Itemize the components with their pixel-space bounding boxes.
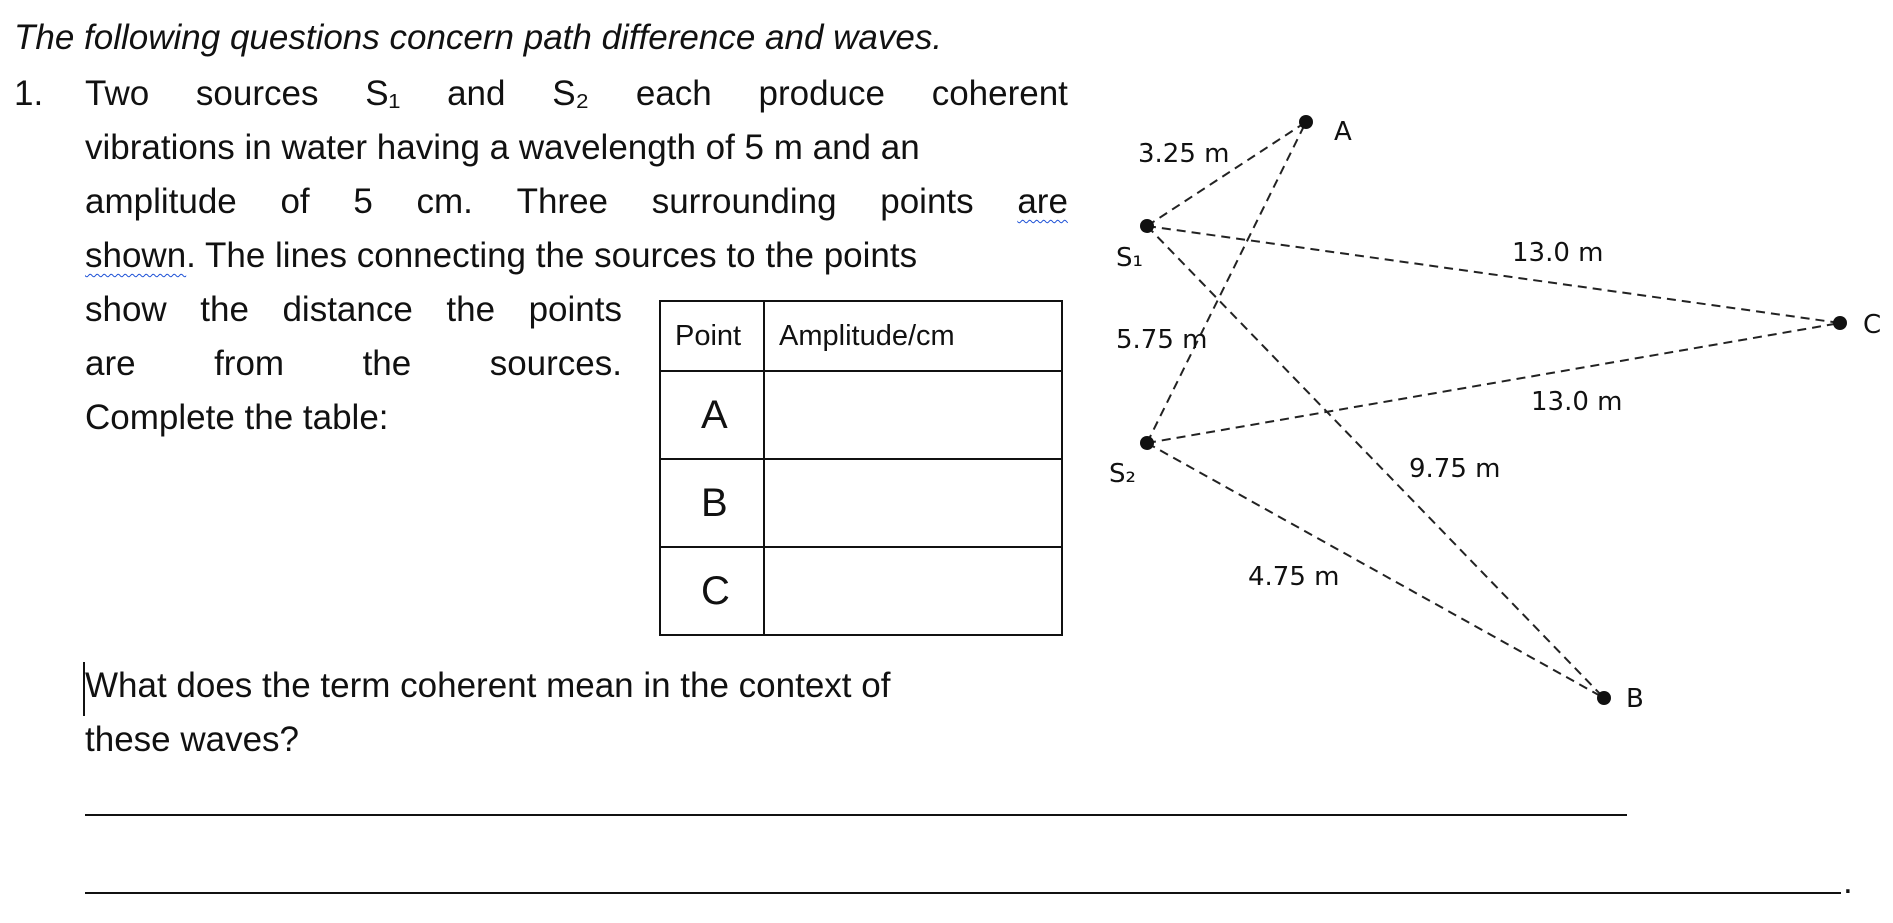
point-a-dot xyxy=(1299,115,1313,129)
question-line-1: Two sources S₁ and S₂ each produce coherent xyxy=(85,74,1068,113)
question-line-5: show the distance the points xyxy=(85,290,622,329)
path-s2-a xyxy=(1147,122,1306,443)
distance-s1-b: 9.75 m xyxy=(1409,454,1501,484)
table-cell-point: C xyxy=(660,547,764,635)
question-line-7: Complete the table: xyxy=(85,398,389,437)
followup-question-line-2: these waves? xyxy=(85,720,300,759)
point-b-dot xyxy=(1597,691,1611,705)
label-s2: S₂ xyxy=(1109,459,1136,489)
question-number: 1. xyxy=(14,74,44,113)
question-line-2: vibrations in water having a wavelength of 5 m and an xyxy=(85,128,920,167)
question-line-6: are from the sources. xyxy=(85,344,622,383)
source-s2-dot xyxy=(1140,436,1154,450)
label-a: A xyxy=(1334,117,1352,147)
label-c: C xyxy=(1863,310,1882,340)
table-header-point: Point xyxy=(660,301,764,371)
question-line-4: shown. The lines connecting the sources to the points xyxy=(85,236,918,275)
distance-s1-a: 3.25 m xyxy=(1138,139,1230,169)
path-s1-b xyxy=(1147,226,1604,698)
distance-s1-c: 13.0 m xyxy=(1512,238,1604,268)
source-s1-dot xyxy=(1140,219,1154,233)
question-line-3: amplitude of 5 cm. Three surrounding points are xyxy=(85,182,1068,221)
table-header-amplitude: Amplitude/cm xyxy=(764,301,1062,371)
table-cell-point: A xyxy=(660,371,764,459)
distance-s2-a: 5.75 m xyxy=(1116,325,1208,355)
intro-text: The following questions concern path difference and waves. xyxy=(14,18,943,57)
path-s1-a xyxy=(1147,122,1306,226)
path-s2-b xyxy=(1147,443,1604,698)
point-c-dot xyxy=(1833,316,1847,330)
followup-question-line-1: What does the term coherent mean in the context of xyxy=(85,666,891,705)
distance-s2-c: 13.0 m xyxy=(1531,387,1623,417)
label-b: B xyxy=(1626,684,1644,714)
distance-s2-b: 4.75 m xyxy=(1248,562,1340,592)
grammar-flag[interactable]: shown xyxy=(85,236,187,275)
path-s2-c xyxy=(1147,323,1840,443)
answer-end-mark: . xyxy=(1843,862,1853,901)
label-s1: S₁ xyxy=(1116,243,1143,273)
path-s1-c xyxy=(1147,226,1840,323)
grammar-flag[interactable]: are xyxy=(1017,182,1068,221)
table-cell-point: B xyxy=(660,459,764,547)
